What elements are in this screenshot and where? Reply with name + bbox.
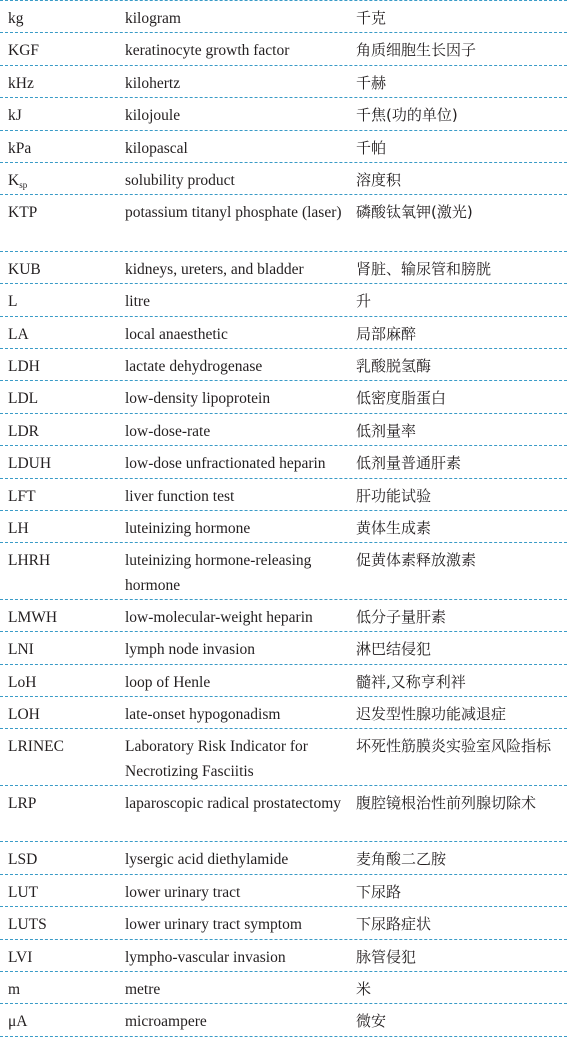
- chinese-term: 下尿路: [356, 882, 402, 901]
- english-term: low-molecular-weight heparin: [125, 608, 313, 626]
- abbreviation: kHz: [8, 74, 34, 92]
- table-row: [0, 632, 567, 664]
- abbreviation: L: [8, 293, 18, 311]
- english-term: kilojoule: [125, 107, 181, 125]
- chinese-term: 乳酸脱氢酶: [356, 357, 432, 376]
- table-row: [0, 1, 567, 33]
- table-row: [0, 479, 567, 511]
- chinese-term: 千克: [356, 9, 387, 27]
- abbreviation: μA: [8, 1013, 28, 1031]
- abbreviation: LOH: [8, 706, 40, 724]
- chinese-term: 黄体生成素: [356, 518, 432, 537]
- abbreviation: kPa: [8, 139, 32, 157]
- abbreviation: LDL: [8, 390, 39, 408]
- chinese-term: 低剂量率: [356, 421, 417, 440]
- abbreviation: LUT: [8, 883, 39, 901]
- english-term: kidneys, ureters, and bladder: [125, 260, 304, 278]
- table-row: [0, 349, 567, 381]
- abbreviation: LoH: [8, 673, 37, 691]
- abbreviation: LNI: [8, 641, 34, 659]
- english-term: local anaesthetic: [125, 325, 228, 343]
- english-term: luteinizing hormone: [125, 519, 251, 537]
- abbreviation: LMWH: [8, 608, 58, 626]
- table-row: [0, 163, 567, 195]
- english-term: keratinocyte growth factor: [125, 42, 290, 60]
- chinese-term: 肾脏、输尿管和膀胱: [356, 259, 492, 278]
- abbreviation: LA: [8, 325, 29, 343]
- abbreviation: LFT: [8, 487, 36, 505]
- table-row: [0, 842, 567, 874]
- table-row: [0, 66, 567, 98]
- english-term: microampere: [125, 1013, 207, 1031]
- english-term: lower urinary tract symptom: [125, 916, 302, 934]
- chinese-term: 肝功能试验: [356, 486, 432, 505]
- table-row: [0, 786, 567, 843]
- abbreviation: KGF: [8, 42, 40, 60]
- table-row: [0, 511, 567, 543]
- table-row: [0, 131, 567, 163]
- english-term: solubility product: [125, 171, 235, 189]
- table-row: [0, 317, 567, 349]
- abbreviation: LRINEC: [8, 738, 64, 756]
- abbreviation: m: [8, 980, 21, 998]
- english-term: late-onset hypogonadism: [125, 706, 281, 724]
- english-term: low-dose-rate: [125, 422, 211, 440]
- chinese-term: 溶度积: [356, 170, 402, 189]
- english-term: laparoscopic radical prostatectomy: [125, 794, 342, 812]
- chinese-term: 微安: [356, 1012, 387, 1031]
- english-term: metre: [125, 980, 161, 998]
- english-term: low-dose unfractionated heparin: [125, 455, 326, 473]
- english-term: liver function test: [125, 487, 235, 505]
- english-term: kilogram: [125, 10, 181, 27]
- english-term: lysergic acid diethylamide: [125, 851, 289, 869]
- abbreviation: LSD: [8, 851, 38, 869]
- chinese-term: 磷酸钛氧钾(激光): [356, 203, 473, 222]
- english-term: Laboratory Risk Indicator for Necrotizing Fasciitis: [125, 738, 308, 781]
- abbreviation: kJ: [8, 107, 22, 125]
- chinese-term: 迟发型性腺功能减退症: [356, 705, 507, 724]
- table-row: [0, 195, 567, 252]
- abbreviation-base: K: [8, 171, 20, 189]
- chinese-term: 米: [356, 979, 372, 998]
- table-row: [0, 1004, 567, 1036]
- chinese-term: 麦角酸二乙胺: [356, 850, 447, 869]
- table-row: [0, 284, 567, 316]
- table-row: [0, 665, 567, 697]
- chinese-term: 腹腔镜根治性前列腺切除术: [356, 793, 537, 812]
- chinese-term: 脉管侵犯: [356, 947, 417, 966]
- english-term: litre: [125, 293, 150, 311]
- abbreviation: LUTS: [8, 916, 47, 934]
- table-row: [0, 875, 567, 907]
- abbreviation: LDH: [8, 358, 40, 376]
- chinese-term: 低剂量普通肝素: [356, 454, 462, 473]
- english-term: loop of Henle: [125, 673, 211, 691]
- chinese-term: 促黄体素释放激素: [356, 551, 477, 570]
- chinese-term: 低分子量肝素: [356, 607, 447, 626]
- english-term: kilohertz: [125, 74, 181, 92]
- table-row: [0, 252, 567, 284]
- table-row: [0, 414, 567, 446]
- table-row: [0, 972, 567, 1004]
- english-term: lympho-vascular invasion: [125, 948, 286, 966]
- abbreviation: KTP: [8, 204, 38, 222]
- table-row: [0, 940, 567, 972]
- chinese-term: 下尿路症状: [356, 915, 432, 934]
- abbreviation: LH: [8, 519, 29, 537]
- abbreviation-subscript: sp: [19, 179, 28, 190]
- table-row: [0, 98, 567, 130]
- english-term: kilopascal: [125, 139, 188, 157]
- english-term: lymph node invasion: [125, 641, 256, 659]
- english-term: luteinizing hormone-releasing hormone: [125, 552, 312, 595]
- table-row: [0, 907, 567, 939]
- english-term: lower urinary tract: [125, 883, 241, 901]
- table-row: [0, 600, 567, 632]
- chinese-term: 升: [356, 292, 372, 311]
- abbreviation: [0, 168, 125, 193]
- english-term: low-density lipoprotein: [125, 390, 271, 408]
- english-term: potassium titanyl phosphate (laser): [125, 204, 342, 222]
- chinese-term: 局部麻醉: [356, 324, 417, 343]
- abbreviation: LDR: [8, 422, 39, 440]
- table-row: [0, 33, 567, 65]
- chinese-term: 低密度脂蛋白: [356, 389, 447, 408]
- abbreviation: kg: [8, 10, 24, 27]
- table-row: [0, 543, 567, 600]
- table-row: [0, 697, 567, 729]
- chinese-term: 角质细胞生长因子: [356, 41, 477, 60]
- chinese-term: 坏死性筋膜炎实验室风险指标: [356, 737, 552, 756]
- abbreviation: LVI: [8, 948, 33, 966]
- abbreviation: KUB: [8, 260, 41, 278]
- chinese-term: 髓袢,又称亨利袢: [356, 672, 466, 691]
- abbreviation: LDUH: [8, 455, 52, 473]
- abbreviation: LRP: [8, 794, 37, 812]
- english-term: lactate dehydrogenase: [125, 358, 263, 376]
- chinese-term: 淋巴结侵犯: [356, 640, 432, 659]
- chinese-term: 千焦(功的单位): [356, 106, 458, 125]
- table-row: [0, 729, 567, 786]
- chinese-term: 千帕: [356, 138, 387, 157]
- table-row: [0, 446, 567, 478]
- table-row: [0, 381, 567, 413]
- abbreviation: LHRH: [8, 552, 51, 570]
- chinese-term: 千赫: [356, 73, 387, 92]
